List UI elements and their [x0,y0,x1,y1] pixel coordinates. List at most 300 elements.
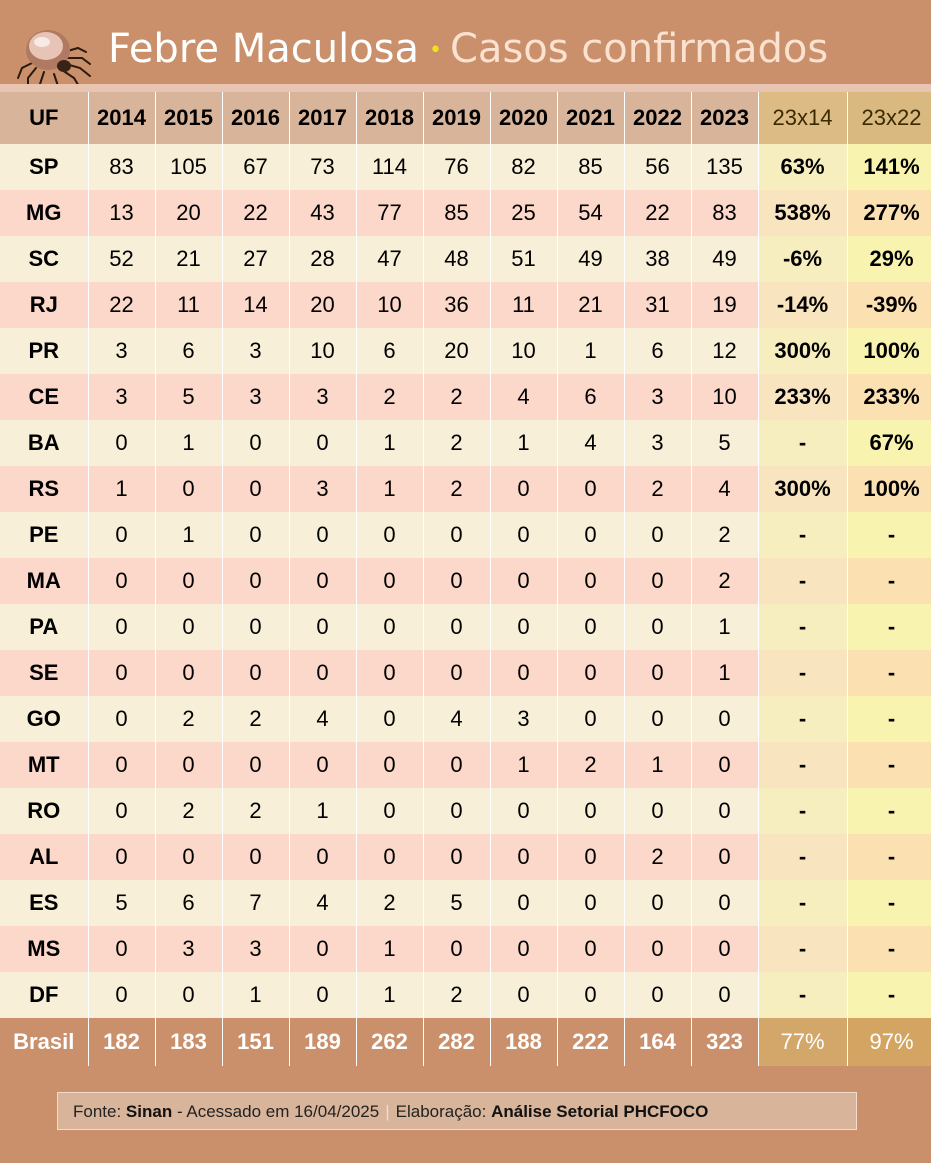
table-row [0,374,931,420]
percent-cell: - [847,880,931,926]
uf-cell: PA [0,604,88,650]
table-row [0,558,931,604]
value-cell: 0 [624,926,691,972]
value-cell: 0 [222,650,289,696]
table-row [0,788,931,834]
value-cell: 1 [356,420,423,466]
value-cell: 0 [490,880,557,926]
value-cell: 6 [155,328,222,374]
value-cell: 49 [691,236,758,282]
value-cell: 0 [356,834,423,880]
value-cell: 3 [289,374,356,420]
uf-cell: MG [0,190,88,236]
column-header: 2017 [289,92,356,144]
value-cell: 21 [557,282,624,328]
column-header: 2018 [356,92,423,144]
value-cell: 2 [557,742,624,788]
header [0,0,931,84]
value-cell: 1 [557,328,624,374]
value-cell: 0 [222,466,289,512]
column-header: 2022 [624,92,691,144]
footer-pipe: | [385,1102,390,1121]
percent-cell: - [758,834,847,880]
value-cell: 83 [88,144,155,190]
value-cell: 7 [222,880,289,926]
value-cell: 0 [155,972,222,1018]
total-cell: 164 [624,1018,691,1066]
total-cell: 323 [691,1018,758,1066]
percent-cell: 141% [847,144,931,190]
value-cell: 22 [88,282,155,328]
value-cell: 0 [88,512,155,558]
value-cell: 1 [356,926,423,972]
value-cell: 0 [624,512,691,558]
percent-cell: - [847,926,931,972]
table-row [0,972,931,1018]
value-cell: 1 [356,972,423,1018]
value-cell: 0 [222,512,289,558]
table-row [0,926,931,972]
table-row [0,190,931,236]
column-header: 23x22 [847,92,931,144]
percent-cell: 233% [758,374,847,420]
value-cell: 73 [289,144,356,190]
uf-cell: AL [0,834,88,880]
value-cell: 0 [88,558,155,604]
value-cell: 21 [155,236,222,282]
footer-source [57,1092,857,1130]
value-cell: 5 [88,880,155,926]
value-cell: 0 [423,926,490,972]
value-cell: 3 [88,374,155,420]
value-cell: 0 [356,558,423,604]
value-cell: 54 [557,190,624,236]
percent-cell: 29% [847,236,931,282]
value-cell: 0 [289,742,356,788]
value-cell: 2 [691,512,758,558]
value-cell: 6 [624,328,691,374]
value-cell: 0 [557,788,624,834]
value-cell: 0 [88,650,155,696]
value-cell: 47 [356,236,423,282]
column-header: 2015 [155,92,222,144]
total-cell: 182 [88,1018,155,1066]
table-row [0,604,931,650]
value-cell: 38 [624,236,691,282]
percent-cell: -6% [758,236,847,282]
table-row [0,834,931,880]
value-cell: 1 [490,420,557,466]
value-cell: 2 [423,374,490,420]
column-header: 2020 [490,92,557,144]
value-cell: 10 [289,328,356,374]
value-cell: 1 [88,466,155,512]
total-label: Brasil [0,1018,88,1066]
value-cell: 2 [155,788,222,834]
column-header: 2016 [222,92,289,144]
value-cell: 0 [490,788,557,834]
value-cell: 0 [289,420,356,466]
value-cell: 0 [557,650,624,696]
value-cell: 25 [490,190,557,236]
value-cell: 4 [289,880,356,926]
percent-cell: - [847,650,931,696]
value-cell: 2 [423,972,490,1018]
value-cell: 5 [155,374,222,420]
total-cell: 151 [222,1018,289,1066]
value-cell: 22 [222,190,289,236]
value-cell: 2 [356,374,423,420]
value-cell: 0 [88,742,155,788]
value-cell: 67 [222,144,289,190]
value-cell: 36 [423,282,490,328]
value-cell: 3 [490,696,557,742]
value-cell: 43 [289,190,356,236]
percent-cell: -14% [758,282,847,328]
value-cell: 27 [222,236,289,282]
value-cell: 0 [624,880,691,926]
percent-cell: 100% [847,466,931,512]
footer-source-label: Fonte: [73,1102,126,1121]
table-row [0,880,931,926]
uf-cell: MT [0,742,88,788]
value-cell: 0 [557,972,624,1018]
value-cell: 0 [423,742,490,788]
value-cell: 56 [624,144,691,190]
value-cell: 0 [624,650,691,696]
value-cell: 0 [88,972,155,1018]
value-cell: 0 [155,604,222,650]
column-header: UF [0,92,88,144]
value-cell: 0 [423,512,490,558]
total-row [0,1018,931,1066]
percent-cell: - [758,972,847,1018]
value-cell: 83 [691,190,758,236]
title-subtitle: Casos confirmados [450,26,829,72]
percent-cell: 67% [847,420,931,466]
table-row [0,650,931,696]
value-cell: 10 [356,282,423,328]
value-cell: 2 [423,420,490,466]
percent-cell: 277% [847,190,931,236]
value-cell: 0 [356,512,423,558]
value-cell: 0 [356,742,423,788]
percent-cell: - [847,834,931,880]
value-cell: 0 [88,420,155,466]
uf-cell: RS [0,466,88,512]
value-cell: 28 [289,236,356,282]
value-cell: 4 [691,466,758,512]
value-cell: 82 [490,144,557,190]
table-row [0,282,931,328]
percent-cell: 63% [758,144,847,190]
value-cell: 6 [356,328,423,374]
value-cell: 52 [88,236,155,282]
value-cell: 0 [423,834,490,880]
percent-cell: -39% [847,282,931,328]
page-title [108,24,828,74]
value-cell: 1 [624,742,691,788]
value-cell: 2 [624,466,691,512]
total-cell: 262 [356,1018,423,1066]
column-header: 2023 [691,92,758,144]
value-cell: 0 [624,972,691,1018]
value-cell: 1 [490,742,557,788]
value-cell: 3 [155,926,222,972]
value-cell: 0 [423,788,490,834]
value-cell: 0 [356,650,423,696]
value-cell: 0 [691,834,758,880]
value-cell: 0 [624,604,691,650]
value-cell: 0 [557,512,624,558]
total-cell: 97% [847,1018,931,1066]
uf-cell: MA [0,558,88,604]
value-cell: 77 [356,190,423,236]
uf-cell: SE [0,650,88,696]
percent-cell: - [847,696,931,742]
value-cell: 0 [557,880,624,926]
value-cell: 0 [88,834,155,880]
percent-cell: - [847,972,931,1018]
value-cell: 0 [88,604,155,650]
value-cell: 0 [490,972,557,1018]
value-cell: 105 [155,144,222,190]
value-cell: 48 [423,236,490,282]
percent-cell: - [847,742,931,788]
value-cell: 0 [289,512,356,558]
value-cell: 3 [222,926,289,972]
percent-cell: 233% [847,374,931,420]
value-cell: 0 [88,926,155,972]
value-cell: 2 [222,696,289,742]
percent-cell: 300% [758,328,847,374]
value-cell: 0 [289,650,356,696]
value-cell: 4 [289,696,356,742]
title-dot: • [429,38,442,63]
value-cell: 0 [356,788,423,834]
value-cell: 0 [557,926,624,972]
value-cell: 85 [423,190,490,236]
value-cell: 0 [356,604,423,650]
value-cell: 1 [222,972,289,1018]
value-cell: 0 [155,834,222,880]
uf-cell: MS [0,926,88,972]
value-cell: 0 [423,558,490,604]
percent-cell: - [758,604,847,650]
value-cell: 0 [289,558,356,604]
value-cell: 0 [691,926,758,972]
value-cell: 0 [624,788,691,834]
column-header: 2014 [88,92,155,144]
value-cell: 0 [490,466,557,512]
percent-cell: - [847,604,931,650]
footer-credit: Análise Setorial PHCFOCO [491,1102,709,1121]
value-cell: 1 [155,512,222,558]
value-cell: 0 [155,466,222,512]
value-cell: 11 [490,282,557,328]
value-cell: 0 [490,604,557,650]
value-cell: 0 [490,512,557,558]
value-cell: 4 [423,696,490,742]
value-cell: 2 [423,466,490,512]
total-cell: 189 [289,1018,356,1066]
value-cell: 2 [155,696,222,742]
value-cell: 2 [222,788,289,834]
value-cell: 0 [557,466,624,512]
value-cell: 0 [557,834,624,880]
value-cell: 1 [356,466,423,512]
value-cell: 0 [289,926,356,972]
value-cell: 2 [356,880,423,926]
percent-cell: - [758,512,847,558]
value-cell: 0 [490,558,557,604]
percent-cell: - [758,558,847,604]
value-cell: 31 [624,282,691,328]
column-header: 2021 [557,92,624,144]
value-cell: 0 [557,558,624,604]
uf-cell: CE [0,374,88,420]
uf-cell: DF [0,972,88,1018]
total-cell: 77% [758,1018,847,1066]
total-cell: 183 [155,1018,222,1066]
value-cell: 0 [289,834,356,880]
value-cell: 135 [691,144,758,190]
table-row [0,696,931,742]
value-cell: 0 [691,880,758,926]
value-cell: 6 [557,374,624,420]
value-cell: 5 [423,880,490,926]
value-cell: 0 [624,558,691,604]
uf-cell: RJ [0,282,88,328]
percent-cell: - [847,558,931,604]
table-row [0,420,931,466]
value-cell: 3 [624,374,691,420]
value-cell: 3 [222,374,289,420]
value-cell: 76 [423,144,490,190]
total-cell: 222 [557,1018,624,1066]
value-cell: 11 [155,282,222,328]
uf-cell: RO [0,788,88,834]
percent-cell: - [758,926,847,972]
percent-cell: - [758,696,847,742]
value-cell: 0 [356,696,423,742]
total-cell: 282 [423,1018,490,1066]
value-cell: 10 [490,328,557,374]
percent-cell: - [758,420,847,466]
value-cell: 1 [289,788,356,834]
value-cell: 85 [557,144,624,190]
uf-cell: BA [0,420,88,466]
uf-cell: ES [0,880,88,926]
table-row [0,512,931,558]
value-cell: 6 [155,880,222,926]
percent-cell: - [847,512,931,558]
footer-credit-label: Elaboração: [395,1102,492,1121]
value-cell: 0 [423,604,490,650]
footer-accessed: - Acessado em 16/04/2025 [172,1102,380,1121]
value-cell: 4 [557,420,624,466]
value-cell: 0 [289,972,356,1018]
value-cell: 114 [356,144,423,190]
value-cell: 0 [155,558,222,604]
value-cell: 22 [624,190,691,236]
table-header-row [0,92,931,144]
value-cell: 4 [490,374,557,420]
table-row [0,236,931,282]
column-header: 23x14 [758,92,847,144]
percent-cell: - [758,788,847,834]
value-cell: 20 [155,190,222,236]
table-row [0,466,931,512]
value-cell: 2 [624,834,691,880]
value-cell: 0 [691,696,758,742]
value-cell: 0 [691,972,758,1018]
value-cell: 0 [557,604,624,650]
percent-cell: 300% [758,466,847,512]
value-cell: 0 [222,834,289,880]
percent-cell: - [847,788,931,834]
value-cell: 3 [624,420,691,466]
uf-cell: PE [0,512,88,558]
value-cell: 19 [691,282,758,328]
value-cell: 3 [88,328,155,374]
percent-cell: - [758,742,847,788]
table-row [0,144,931,190]
value-cell: 5 [691,420,758,466]
value-cell: 20 [289,282,356,328]
value-cell: 0 [490,834,557,880]
value-cell: 0 [222,420,289,466]
value-cell: 0 [691,742,758,788]
value-cell: 0 [691,788,758,834]
value-cell: 0 [557,696,624,742]
column-header: 2019 [423,92,490,144]
value-cell: 0 [155,650,222,696]
value-cell: 14 [222,282,289,328]
percent-cell: - [758,880,847,926]
value-cell: 12 [691,328,758,374]
value-cell: 20 [423,328,490,374]
value-cell: 0 [222,604,289,650]
percent-cell: 100% [847,328,931,374]
value-cell: 0 [289,604,356,650]
percent-cell: - [758,650,847,696]
header-divider [0,84,931,92]
value-cell: 0 [490,650,557,696]
footer-source-name: Sinan [125,1102,173,1121]
table-row [0,742,931,788]
value-cell: 13 [88,190,155,236]
value-cell: 1 [691,604,758,650]
cases-table [0,92,931,1066]
value-cell: 49 [557,236,624,282]
total-cell: 188 [490,1018,557,1066]
value-cell: 3 [289,466,356,512]
value-cell: 2 [691,558,758,604]
uf-cell: GO [0,696,88,742]
value-cell: 0 [88,696,155,742]
value-cell: 0 [490,926,557,972]
value-cell: 51 [490,236,557,282]
value-cell: 0 [88,788,155,834]
uf-cell: PR [0,328,88,374]
value-cell: 0 [222,558,289,604]
table-row [0,328,931,374]
value-cell: 1 [155,420,222,466]
value-cell: 3 [222,328,289,374]
value-cell: 0 [155,742,222,788]
value-cell: 0 [423,650,490,696]
